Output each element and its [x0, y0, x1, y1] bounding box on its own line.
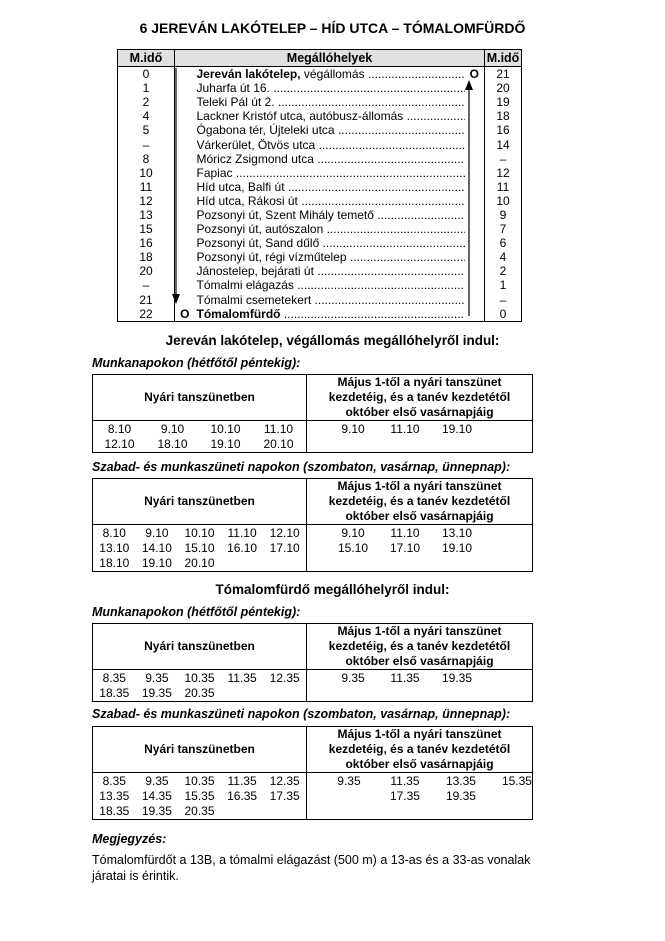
stop-time-outbound: –: [118, 137, 175, 151]
time-row: [93, 437, 306, 452]
departure-time: 17.35: [389, 789, 420, 803]
down-arrow-icon: [169, 66, 183, 306]
time-row: [93, 671, 306, 686]
school-period-header: Május 1-től a nyári tanszünet kezdetéig, és a tanév kezdetétől október első vasárnapjáig: [328, 727, 511, 771]
stop-name-suffix: [311, 293, 464, 307]
timetable-body: [93, 421, 532, 452]
departure-time: 12.10: [104, 437, 135, 451]
stop-name-text: Fapiac: [196, 165, 233, 180]
stop-name: [195, 67, 465, 82]
school-period-times: [307, 421, 532, 452]
stop-time-outbound: 5: [118, 123, 175, 137]
stop-name-suffix: [374, 208, 465, 222]
departure-time: 18.35: [99, 804, 130, 818]
stop-name: [195, 236, 465, 250]
stop-time-return: 11: [485, 180, 522, 194]
section2-holiday-timetable: [92, 726, 533, 820]
stop-name-text: Jánostelep, bejárati út: [196, 264, 314, 279]
stop-name-text: Jereván lakótelep,: [196, 67, 301, 82]
departure-time: 8.10: [107, 422, 132, 436]
departure-time: 18.35: [99, 686, 130, 700]
stop-time-outbound: 8: [118, 152, 175, 166]
stop-name: [195, 264, 465, 278]
header-stops: Megállóhelyek: [175, 50, 485, 67]
departure-time: 8.35: [102, 671, 126, 685]
departure-time: 15.10: [337, 541, 369, 555]
departure-time: 17.35: [269, 789, 300, 803]
stop-name: [195, 152, 465, 166]
summer-break-header: Nyári tanszünetben: [93, 727, 307, 772]
stop-name-text: Híd utca, Balfi út: [196, 179, 285, 194]
stop-name-suffix: [285, 180, 465, 194]
stop-time-return: 2: [485, 264, 522, 278]
stop-name-suffix: [335, 123, 465, 137]
stop-time-outbound: 12: [118, 194, 175, 208]
stop-name-text: Móricz Zsigmond utca: [196, 151, 314, 166]
stop-time-return: 21: [485, 67, 522, 82]
stop-name-text: Pozsonyi út, Szent Mihály temető: [196, 207, 374, 222]
stop-name-text: Pozsonyi út, Sand dűlő: [196, 236, 320, 251]
stop-name-suffix: [270, 81, 465, 95]
time-row: [93, 774, 306, 789]
section1-weekday-label: Munkanapokon (hétfőtől péntekig):: [92, 356, 301, 370]
timetable-header: [93, 375, 532, 421]
stop-name-suffix: [403, 109, 464, 123]
summer-break-times: [93, 773, 307, 819]
stop-row: [118, 307, 522, 322]
stop-name: [195, 109, 465, 123]
stop-name-text: Juharfa út 16.: [196, 81, 270, 96]
departure-time: 19.10: [210, 437, 241, 451]
departure-time: 10.10: [184, 526, 215, 540]
stop-name-suffix: végállomás .....: [301, 67, 465, 81]
stop-name: [195, 180, 465, 194]
stop-time-return: 12: [485, 166, 522, 180]
up-arrow-icon: [462, 78, 476, 318]
stop-time-outbound: –: [118, 278, 175, 292]
stop-name: [195, 81, 465, 95]
timetable-header: [93, 479, 532, 525]
departure-time: 9.35: [145, 774, 169, 788]
departure-time: 19.35: [141, 804, 172, 818]
section2-weekday-timetable: [92, 623, 533, 702]
stop-name-text: Teleki Pál út 2.: [196, 95, 275, 110]
header-time-left: M.idő: [118, 50, 175, 67]
stop-name-suffix: [323, 222, 464, 236]
departure-time: 17.10: [269, 541, 300, 555]
stop-time-return: 18: [485, 109, 522, 123]
time-row: [307, 789, 545, 804]
time-row: [93, 541, 306, 556]
timetable-header: [93, 727, 532, 773]
page-title: 6 JEREVÁN LAKÓTELEP – HÍD UTCA – TÓMALOMFÜRDŐ: [139, 20, 526, 36]
departure-time: 16.35: [227, 789, 258, 803]
school-period-times: [307, 773, 545, 819]
stop-time-return: 1: [485, 278, 522, 292]
stop-name-suffix: [275, 95, 465, 109]
departure-time: 15.35: [501, 774, 532, 788]
section2-holiday-label: Szabad- és munkaszüneti napokon (szombaton, vasárnap, ünnepnap):: [92, 707, 511, 721]
stop-name-text: Várkerület, Ötvös utca: [196, 137, 316, 152]
school-period-header: Május 1-től a nyári tanszünet kezdetéig, és a tanév kezdetétől október első vasárnapjáig: [328, 624, 511, 668]
stop-name-suffix: [294, 278, 465, 292]
stop-name: [195, 208, 465, 222]
stop-time-return: –: [485, 293, 522, 307]
departure-time: 13.10: [441, 526, 473, 540]
departure-time: 9.35: [341, 671, 365, 685]
timetable-body: [93, 670, 532, 701]
summer-break-times: [93, 525, 307, 571]
header-time-right: M.idő: [485, 50, 522, 67]
departure-time: 15.10: [184, 541, 215, 555]
departure-time: 11.35: [227, 671, 257, 685]
time-row: [307, 422, 532, 437]
departure-time: 9.10: [145, 526, 169, 540]
departure-time: 19.10: [141, 556, 172, 570]
stop-name-text: Lackner Kristóf utca, autóbusz-állomás: [196, 109, 404, 124]
departure-time: 19.10: [441, 422, 473, 436]
departure-time: 11.10: [263, 422, 294, 436]
stop-name-suffix: [347, 250, 465, 264]
stop-time-return: 20: [485, 81, 522, 95]
departure-time: 15.35: [184, 789, 215, 803]
departure-time: 14.35: [141, 789, 172, 803]
departure-time: 17.10: [389, 541, 421, 555]
stop-name-text: Ógabona tér, Újteleki utca: [196, 123, 335, 138]
departure-time: 18.10: [157, 437, 188, 451]
stop-name-text: Pozsonyi út, autószalon: [196, 222, 324, 237]
departure-time: 10.35: [184, 774, 215, 788]
departure-time: 12.35: [269, 774, 300, 788]
stop-name: [195, 307, 465, 322]
departure-time: 9.10: [341, 422, 365, 436]
departure-time: 19.35: [141, 686, 172, 700]
stop-name-text: Tómalmi csemetekert: [196, 292, 312, 307]
departure-time: 20.10: [184, 556, 215, 570]
stop-name-text: Tómalmi elágazás: [196, 278, 294, 293]
terminus-marker: O: [175, 307, 195, 322]
departure-time: 12.10: [269, 526, 300, 540]
time-row: [307, 526, 532, 541]
section2-weekday-label: Munkanapokon (hétfőtől péntekig):: [92, 605, 301, 619]
stop-name-suffix: [314, 152, 465, 166]
school-period-header: Május 1-től a nyári tanszünet kezdetéig, és a tanév kezdetétől október első vasárnapjáig: [328, 375, 511, 419]
stop-name-suffix: [314, 264, 465, 278]
departure-time: 11.10: [227, 526, 257, 540]
departure-time: 10.10: [210, 422, 241, 436]
departure-time: 8.10: [102, 526, 126, 540]
section1-holiday-timetable: [92, 478, 533, 572]
section1-holiday-label: Szabad- és munkaszüneti napokon (szombaton, vasárnap, ünnepnap):: [92, 460, 511, 474]
departure-time: 8.35: [102, 774, 126, 788]
departure-time: 19.35: [441, 671, 473, 685]
stop-time-outbound: 1: [118, 81, 175, 95]
time-row: [93, 526, 306, 541]
stop-time-outbound: 4: [118, 109, 175, 123]
stop-name: [195, 95, 465, 109]
stop-time-outbound: 0: [118, 67, 175, 82]
stop-time-return: 10: [485, 194, 522, 208]
terminus-marker: O: [465, 67, 485, 82]
stop-time-return: 16: [485, 123, 522, 137]
departure-time: 19.35: [445, 789, 476, 803]
stop-time-outbound: 11: [118, 180, 175, 194]
departure-time: 9.10: [160, 422, 185, 436]
section1-weekday-timetable: [92, 374, 533, 453]
stop-time-return: –: [485, 152, 522, 166]
departure-time: 9.35: [145, 671, 169, 685]
stop-time-outbound: 22: [118, 307, 175, 322]
time-row: [93, 686, 306, 701]
stop-name-suffix: [281, 307, 465, 321]
summer-break-header: Nyári tanszünetben: [93, 624, 307, 669]
departure-time: 11.10: [390, 526, 420, 540]
stop-name: [195, 166, 465, 180]
summer-break-times: [93, 670, 307, 701]
summer-break-header: Nyári tanszünetben: [93, 375, 307, 420]
stop-time-outbound: 13: [118, 208, 175, 222]
time-row: [307, 671, 532, 686]
departure-time: [321, 789, 377, 804]
stop-name: [195, 123, 465, 137]
departure-time: 11.35: [390, 671, 420, 685]
departure-time: 13.35: [99, 789, 130, 803]
stop-name-suffix: [315, 138, 464, 152]
section2-title: Tómalomfürdő megállóhelyről indul:: [215, 582, 450, 597]
departure-time: 11.10: [390, 422, 420, 436]
timetable-body: [93, 773, 532, 819]
stop-name: [195, 278, 465, 292]
summer-break-header: Nyári tanszünetben: [93, 479, 307, 524]
stop-time-return: 4: [485, 250, 522, 264]
stop-name-text: Pozsonyi út, régi vízműtelep: [196, 250, 347, 265]
school-period-times: [307, 525, 532, 571]
stop-name-text: Híd utca, Rákosi út: [196, 193, 298, 208]
stop-time-return: 9: [485, 208, 522, 222]
stop-time-return: 14: [485, 137, 522, 151]
departure-time: 12.35: [269, 671, 300, 685]
time-row: [93, 789, 306, 804]
stop-time-return: 0: [485, 307, 522, 322]
stop-time-outbound: 20: [118, 264, 175, 278]
stop-time-return: 19: [485, 95, 522, 109]
timetable-body: [93, 525, 532, 571]
section1-title: Jereván lakótelep, végállomás megállóhelyről indul:: [165, 333, 500, 348]
stop-name-suffix: [233, 166, 465, 180]
stop-time-outbound: 18: [118, 250, 175, 264]
departure-time: 20.10: [263, 437, 294, 451]
note-text: Tómalomfürdőt a 13B, a tómalmi elágazást (500 m) a 13-as és a 33-as vonalak járatai is érintik.: [92, 853, 531, 883]
stop-name: [195, 222, 465, 236]
departure-time: 20.35: [184, 804, 215, 818]
stop-name: [195, 194, 465, 208]
stop-time-outbound: 21: [118, 293, 175, 307]
departure-time: 18.10: [99, 556, 130, 570]
stop-name-suffix: [298, 194, 465, 208]
stop-time-outbound: 16: [118, 236, 175, 250]
time-row: [93, 422, 306, 437]
departure-time: 9.10: [341, 526, 365, 540]
time-row: [307, 541, 532, 556]
stop-time-outbound: 10: [118, 166, 175, 180]
stop-time-outbound: 15: [118, 222, 175, 236]
timetable-header: [93, 624, 532, 670]
time-row: [307, 774, 545, 789]
departure-time: 9.35: [337, 774, 361, 788]
departure-time: 10.35: [184, 671, 215, 685]
stop-name: [195, 293, 465, 307]
departure-time: 20.35: [184, 686, 215, 700]
departure-time: 11.35: [227, 774, 257, 788]
school-period-header: Május 1-től a nyári tanszünet kezdetéig, és a tanév kezdetétől október első vasárnapjáig: [328, 479, 511, 523]
stop-name-text: Tómalomfürdő: [196, 306, 281, 321]
time-row: [93, 556, 306, 571]
departure-time: 16.10: [227, 541, 258, 555]
time-row: [93, 804, 306, 819]
departure-time: 14.10: [141, 541, 172, 555]
stop-time-outbound: 2: [118, 95, 175, 109]
stop-name-suffix: [319, 236, 464, 250]
stop-time-return: 7: [485, 222, 522, 236]
departure-time: 11.35: [390, 774, 420, 788]
summer-break-times: [93, 421, 307, 452]
school-period-times: [307, 670, 532, 701]
stop-name: [195, 250, 465, 264]
departure-time: 19.10: [441, 541, 473, 555]
departure-time: 13.10: [99, 541, 130, 555]
stop-time-return: 6: [485, 236, 522, 250]
note-heading: Megjegyzés:: [92, 832, 167, 846]
departure-time: 13.35: [445, 774, 476, 788]
stop-name: [195, 137, 465, 151]
